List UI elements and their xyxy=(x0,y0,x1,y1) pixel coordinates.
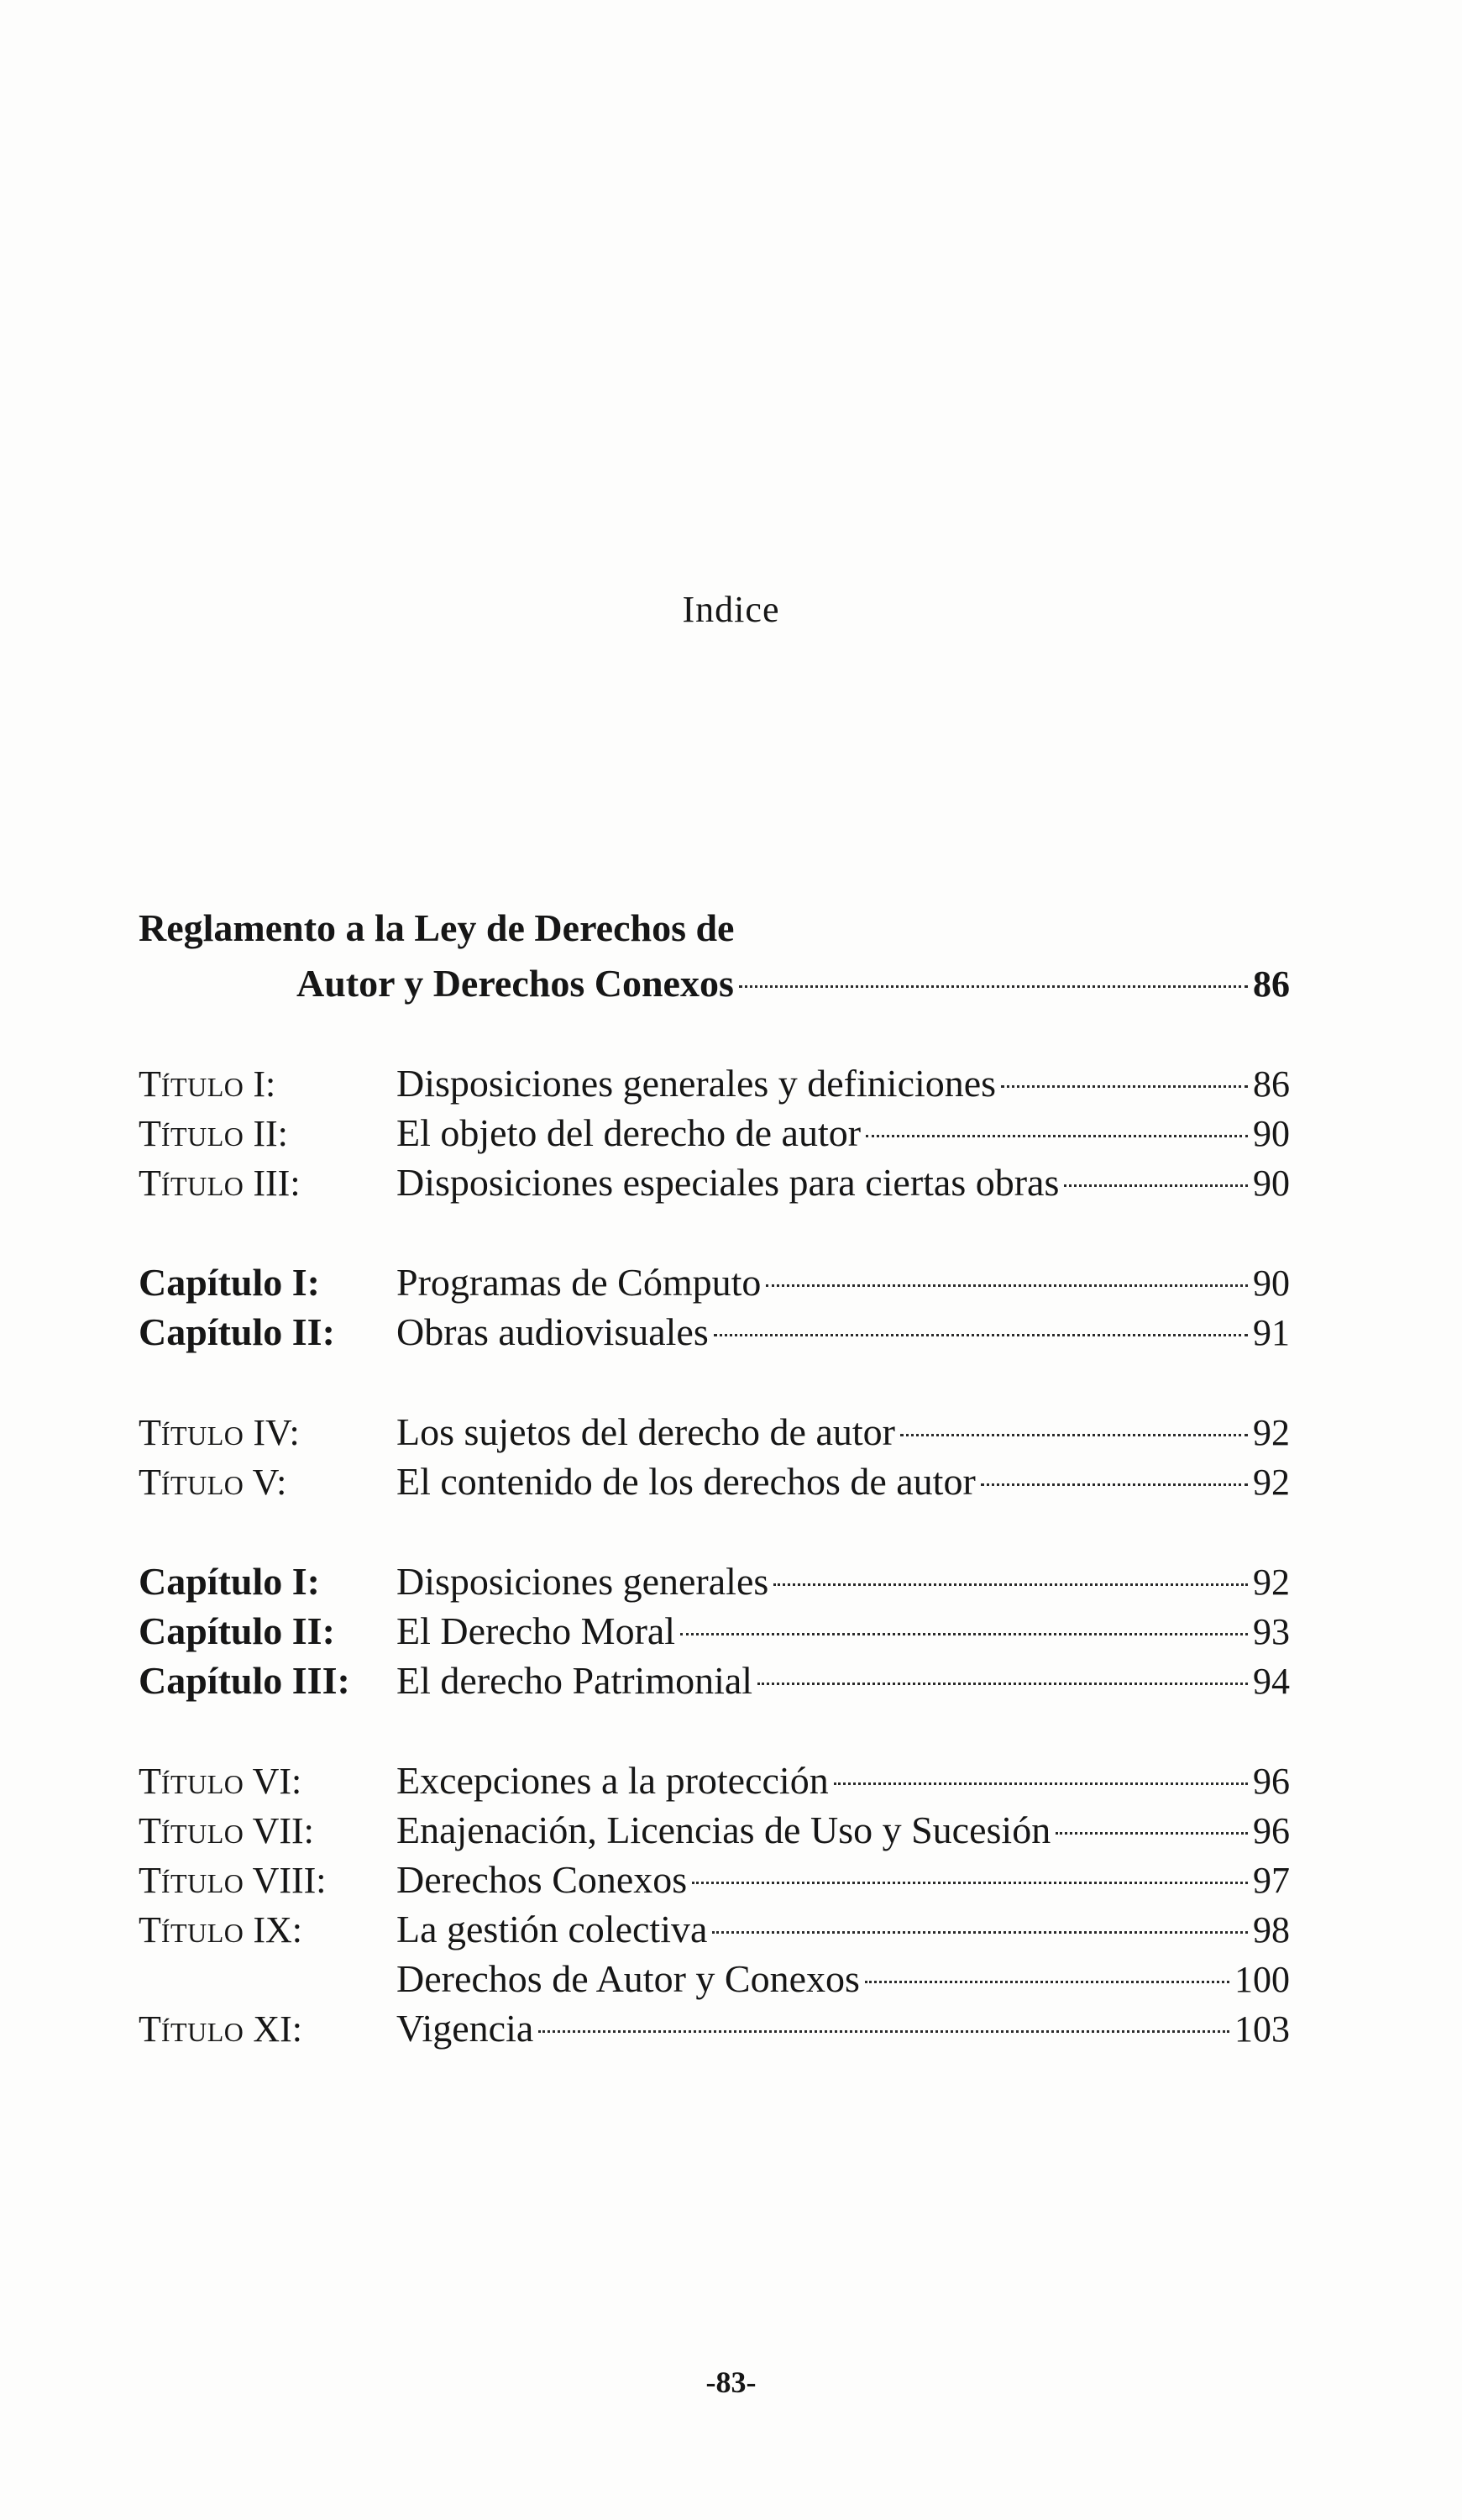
page-number: 86 xyxy=(1253,963,1290,1005)
toc-entry xyxy=(139,1606,1290,1656)
page-footer-number: -83- xyxy=(705,2365,757,2399)
page-number: 96 xyxy=(1253,1810,1290,1851)
toc-entry xyxy=(139,1656,1290,1705)
toc-entry xyxy=(139,1407,1290,1457)
entry-label: TÍTULO IX: xyxy=(139,1909,303,1950)
page-number: 98 xyxy=(1253,1909,1290,1950)
dot-leader xyxy=(712,1931,1248,1934)
main-heading-entry xyxy=(139,956,1290,1011)
entry-label: Capítulo II: xyxy=(139,1310,335,1353)
dot-leader xyxy=(1001,1085,1248,1088)
toc-group xyxy=(139,1257,1290,1357)
dot-leader xyxy=(714,1334,1248,1336)
toc-group xyxy=(139,1058,1290,1207)
dot-leader xyxy=(866,1135,1248,1137)
entry-title: Disposiciones generales y definiciones xyxy=(396,1062,997,1105)
entry-title: La gestión colectiva xyxy=(396,1908,708,1950)
toc-group xyxy=(139,1407,1290,1506)
entry-label: Capítulo I: xyxy=(139,1560,320,1603)
spacer xyxy=(139,1705,1290,1756)
page-number: 103 xyxy=(1234,2008,1290,2050)
page-number: 92 xyxy=(1253,1462,1290,1503)
dot-leader xyxy=(757,1683,1248,1685)
main-heading-line1: Reglamento a la Ley de Derechos de xyxy=(139,906,735,949)
page-number: 92 xyxy=(1253,1412,1290,1453)
entry-label: TÍTULO I: xyxy=(139,1063,276,1105)
toc-group xyxy=(139,1756,1290,2053)
page-number: 92 xyxy=(1253,1562,1290,1603)
entry-title: El derecho Patrimonial xyxy=(396,1659,753,1702)
page-number: 86 xyxy=(1253,1063,1290,1105)
entry-label: TÍTULO VII: xyxy=(139,1810,314,1851)
entry-label: TÍTULO V: xyxy=(139,1462,287,1503)
toc-entry xyxy=(139,2003,1290,2053)
dot-leader xyxy=(1056,1832,1248,1835)
toc-entry xyxy=(139,1158,1290,1207)
entry-label: TÍTULO III: xyxy=(139,1163,301,1204)
entry-label: TÍTULO II: xyxy=(139,1113,288,1154)
page-number: 90 xyxy=(1253,1113,1290,1154)
dot-leader xyxy=(1064,1184,1248,1187)
page-number: 90 xyxy=(1253,1263,1290,1304)
spacer xyxy=(139,1011,1290,1058)
spacer xyxy=(139,1357,1290,1407)
dot-leader xyxy=(900,1434,1248,1436)
entry-title: El contenido de los derechos de autor xyxy=(396,1460,976,1503)
page-number: 94 xyxy=(1253,1661,1290,1702)
dot-leader xyxy=(865,1981,1229,1983)
entry-label: TÍTULO VIII: xyxy=(139,1860,327,1901)
entry-title: Enajenación, Licencias de Uso y Sucesión xyxy=(396,1809,1051,1851)
toc-group xyxy=(139,1557,1290,1705)
entry-title: Disposiciones generales xyxy=(396,1560,769,1603)
entry-label: TÍTULO VI: xyxy=(139,1761,302,1802)
dot-leader xyxy=(538,2030,1229,2033)
page-number: 90 xyxy=(1253,1163,1290,1204)
toc-entry xyxy=(139,1058,1290,1108)
dot-leader xyxy=(773,1583,1248,1586)
entry-label: Capítulo I: xyxy=(139,1261,320,1304)
table-of-contents xyxy=(139,900,1290,2053)
dot-leader xyxy=(766,1284,1248,1287)
entry-title: El objeto del derecho de autor xyxy=(396,1111,862,1154)
toc-entry xyxy=(139,1457,1290,1506)
entry-title: El Derecho Moral xyxy=(396,1609,676,1652)
toc-entry xyxy=(139,1557,1290,1606)
entry-label: TÍTULO XI: xyxy=(139,2008,303,2050)
toc-entry xyxy=(139,1307,1290,1357)
page-number: 100 xyxy=(1234,1959,1290,2000)
spacer xyxy=(139,1506,1290,1557)
dot-leader xyxy=(692,1882,1248,1884)
toc-entry xyxy=(139,1954,1290,2003)
toc-entry xyxy=(139,1108,1290,1158)
entry-label: Capítulo II: xyxy=(139,1609,335,1652)
dot-leader xyxy=(739,985,1248,988)
entry-title: Disposiciones especiales para ciertas obras xyxy=(396,1161,1060,1204)
page-number: 97 xyxy=(1253,1860,1290,1901)
dot-leader xyxy=(834,1782,1248,1785)
spacer xyxy=(139,1207,1290,1257)
toc-entry xyxy=(139,1257,1290,1307)
entry-title: Programas de Cómputo xyxy=(396,1261,762,1304)
entry-title: Los sujetos del derecho de autor xyxy=(396,1410,895,1453)
toc-entry xyxy=(139,1756,1290,1805)
dot-leader xyxy=(680,1633,1248,1635)
entry-title: Excepciones a la protección xyxy=(396,1759,829,1802)
dot-leader xyxy=(981,1483,1248,1486)
toc-entry xyxy=(139,1904,1290,1954)
page-number: 96 xyxy=(1253,1761,1290,1802)
entry-title: Obras audiovisuales xyxy=(396,1310,709,1353)
entry-label: Capítulo III: xyxy=(139,1659,350,1702)
entry-label: TÍTULO IV: xyxy=(139,1412,300,1453)
toc-entry xyxy=(139,1855,1290,1904)
page-number: 91 xyxy=(1253,1312,1290,1353)
entry-title: Derechos de Autor y Conexos xyxy=(396,1957,860,2000)
entry-title: Vigencia xyxy=(396,2007,534,2050)
page-number: 93 xyxy=(1253,1611,1290,1652)
entry-title: Derechos Conexos xyxy=(396,1858,688,1901)
main-heading-line2: Autor y Derechos Conexos xyxy=(296,962,734,1005)
page-title: Indice xyxy=(682,589,780,630)
toc-entry xyxy=(139,1805,1290,1855)
